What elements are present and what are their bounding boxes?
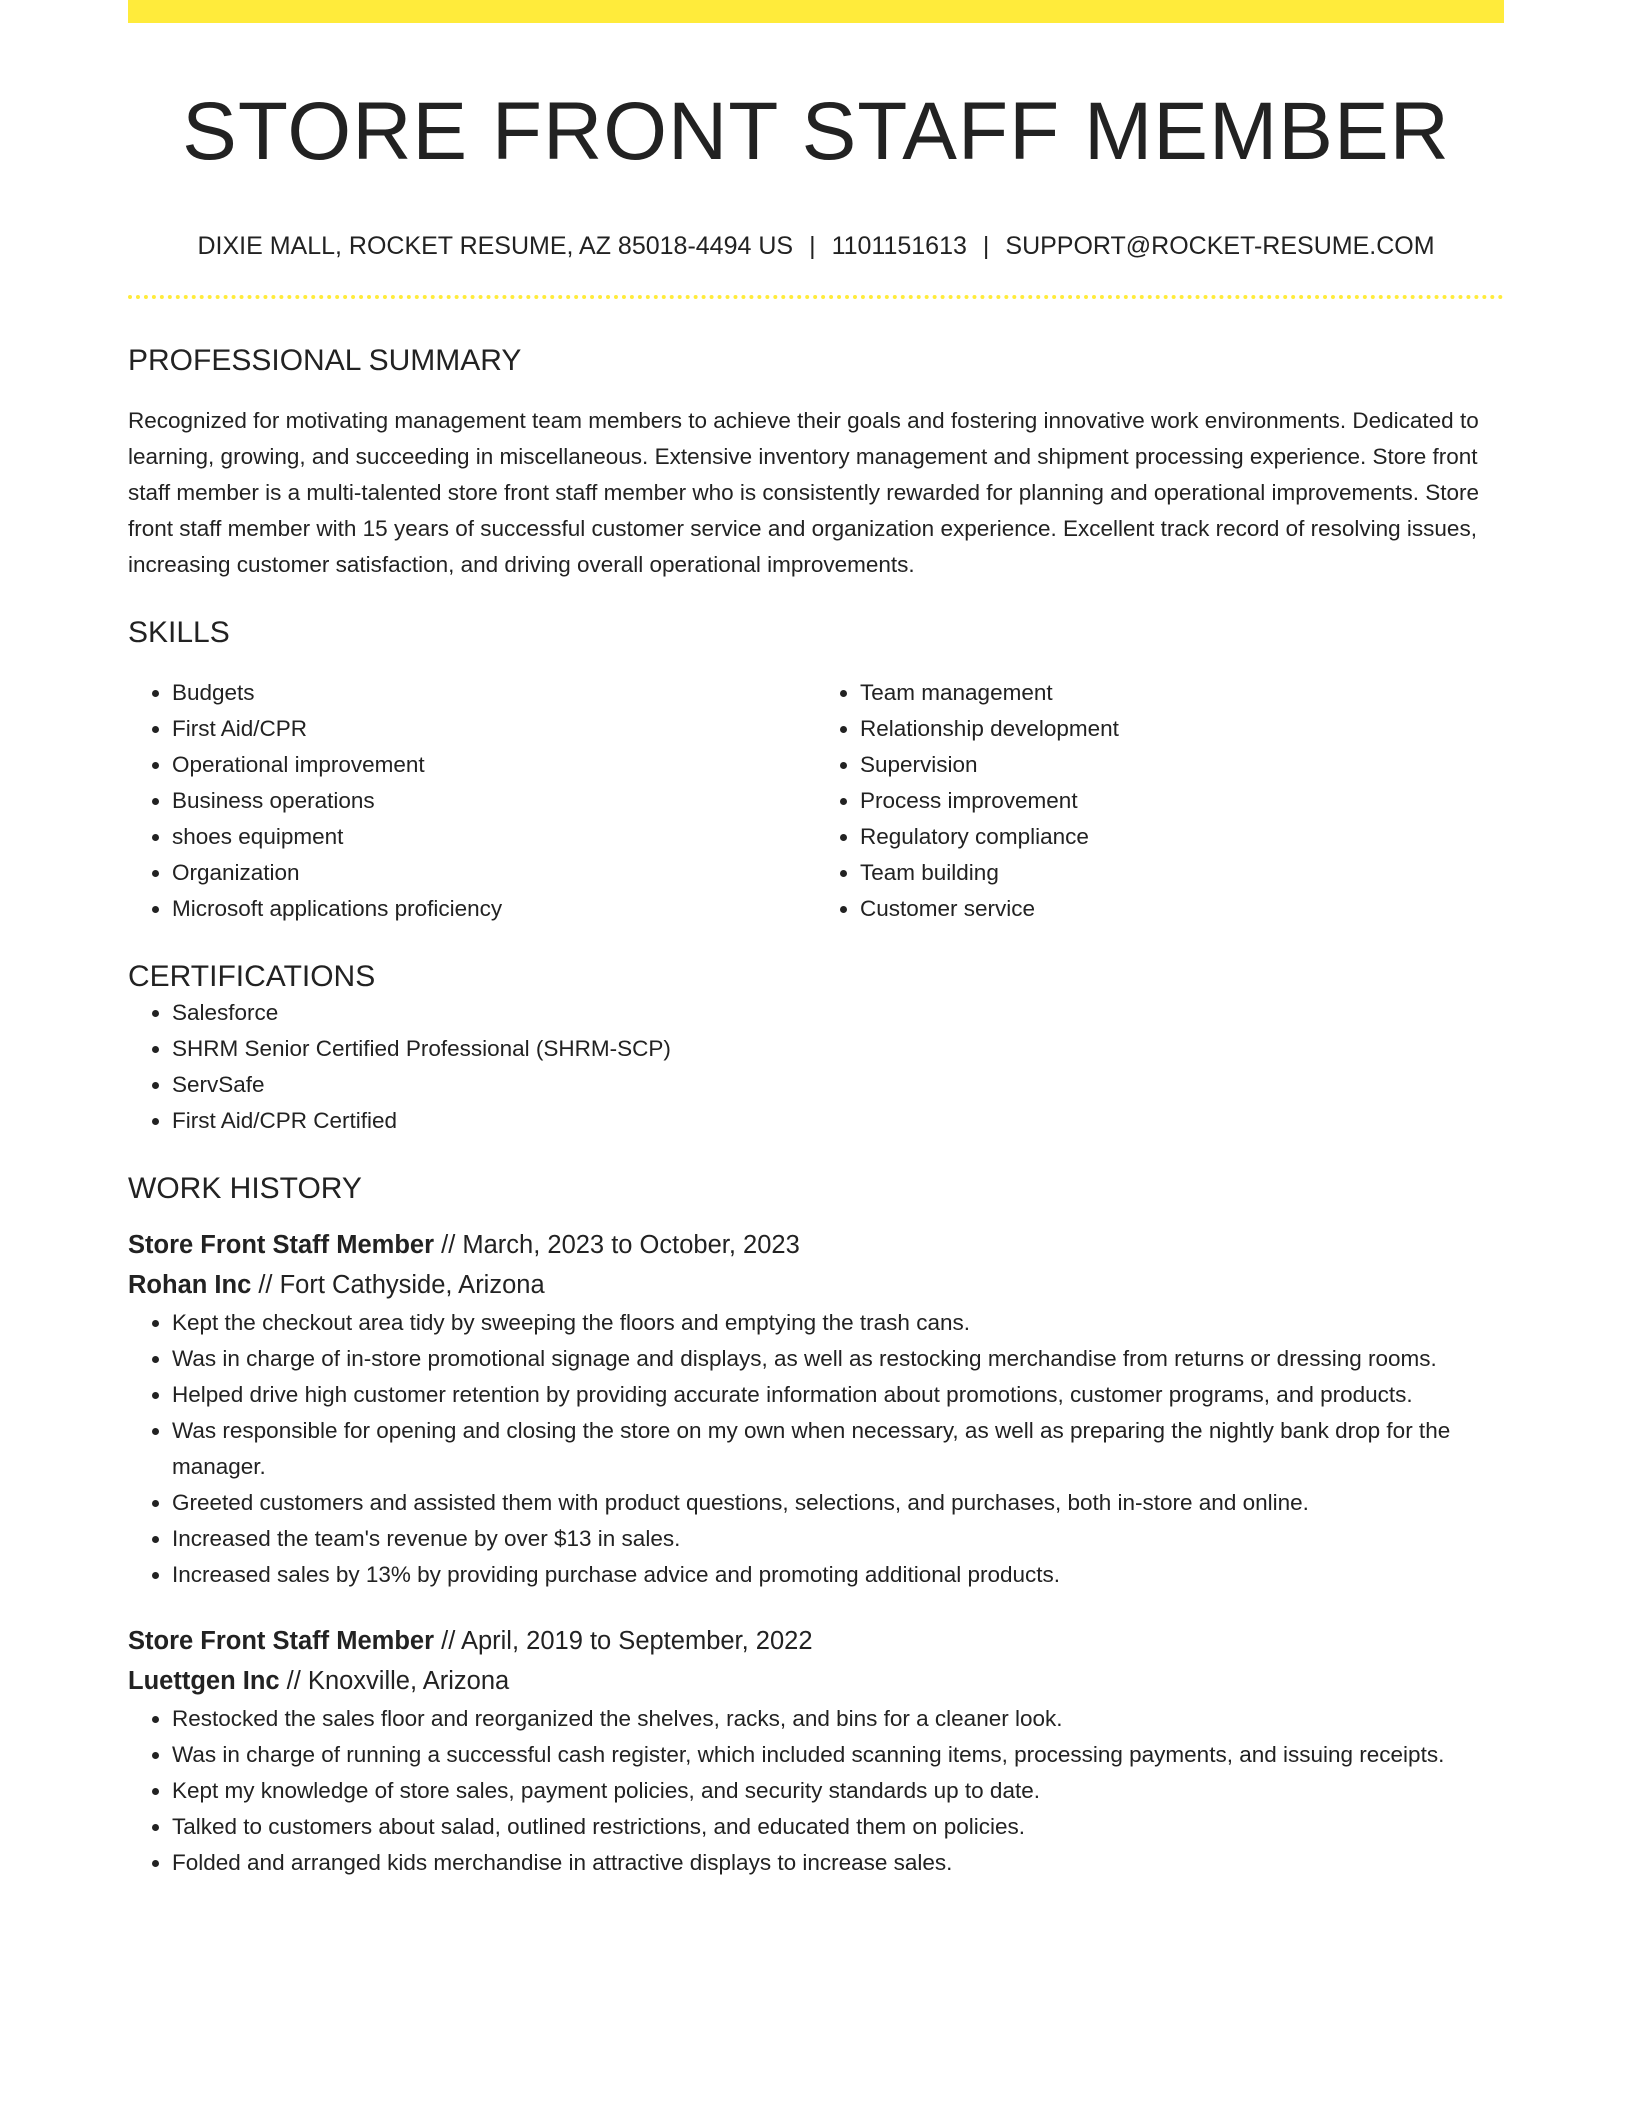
contact-address: DIXIE MALL, ROCKET RESUME, AZ 85018-4494 US bbox=[197, 232, 794, 261]
skills-list bbox=[128, 675, 1504, 927]
job-bullet: • Was in charge of in-store promotional signage and displays, as well as restocking merchandise from returns or dressing rooms. bbox=[172, 1341, 1504, 1377]
skill-item: • Operational improvement bbox=[172, 747, 816, 783]
skills-left-column bbox=[128, 675, 816, 927]
job-bullet: • Folded and arranged kids merchandise in attractive displays to increase sales. bbox=[172, 1845, 1504, 1881]
job-entry bbox=[128, 1621, 1504, 1881]
job-dates: // March, 2023 to October, 2023 bbox=[434, 1231, 800, 1260]
skill-item: • Business operations bbox=[172, 783, 816, 819]
certification-item: • Salesforce bbox=[172, 995, 1504, 1031]
job-role: Store Front Staff Member bbox=[128, 1231, 435, 1260]
contact-phone: 1101151613 bbox=[831, 232, 967, 261]
job-bullet-list bbox=[128, 1701, 1504, 1881]
job-bullet: • Helped drive high customer retention by providing accurate information about promotions, customer programs, and products. bbox=[172, 1377, 1504, 1413]
certification-item: • SHRM Senior Certified Professional (SHRM-SCP) bbox=[172, 1031, 1504, 1067]
skill-item: • Team management bbox=[860, 675, 1504, 711]
skill-item: • Process improvement bbox=[860, 783, 1504, 819]
job-bullet: • Kept the checkout area tidy by sweeping the floors and emptying the trash cans. bbox=[172, 1305, 1504, 1341]
contact-email[interactable]: SUPPORT@ROCKET-RESUME.COM bbox=[1005, 232, 1435, 261]
job-company-line bbox=[128, 1661, 1504, 1701]
job-title-line bbox=[128, 1225, 1504, 1265]
skill-item: • Organization bbox=[172, 855, 816, 891]
certifications-list bbox=[128, 995, 1504, 1139]
skill-item: • Customer service bbox=[860, 891, 1504, 927]
skill-item: • Regulatory compliance bbox=[860, 819, 1504, 855]
skill-item: • Relationship development bbox=[860, 711, 1504, 747]
job-company-line bbox=[128, 1265, 1504, 1305]
certification-item: • ServSafe bbox=[172, 1067, 1504, 1103]
contact-line bbox=[128, 231, 1504, 261]
job-entry bbox=[128, 1225, 1504, 1593]
job-bullet: • Was in charge of running a successful cash register, which included scanning items, processing payments, and issuing receipts. bbox=[172, 1737, 1504, 1773]
contact-separator: | bbox=[809, 232, 816, 261]
resume-page bbox=[128, 0, 1504, 1881]
resume-name: STORE FRONT STAFF MEMBER bbox=[182, 86, 1450, 177]
job-bullet: • Talked to customers about salad, outlined restrictions, and educated them on policies. bbox=[172, 1809, 1504, 1845]
skill-item: • Supervision bbox=[860, 747, 1504, 783]
job-role: Store Front Staff Member bbox=[128, 1627, 435, 1656]
accent-top-bar bbox=[128, 0, 1504, 23]
job-company: Luettgen Inc bbox=[128, 1667, 280, 1696]
job-bullet: • Restocked the sales floor and reorganized the shelves, racks, and bins for a cleaner look. bbox=[172, 1701, 1504, 1737]
dotted-divider bbox=[128, 295, 1504, 299]
job-company: Rohan Inc bbox=[128, 1271, 252, 1300]
job-title-line bbox=[128, 1621, 1504, 1661]
skill-item: • shoes equipment bbox=[172, 819, 816, 855]
skill-item: • First Aid/CPR bbox=[172, 711, 816, 747]
skill-item: • Budgets bbox=[172, 675, 816, 711]
skills-right-column bbox=[816, 675, 1504, 927]
summary-text: Recognized for motivating management team members to achieve their goals and fostering innovative work environments. Dedicated to learning, growing, and succeeding in miscellaneous. Extensive inventory management and shipment processing experience. Store front staff member is a multi-talented store front staff member who is consistently rewarded for planning and operational improvements. Store front staff member with 15 years of successful customer service and organization experience. Excellent track record of resolving issues, increasing customer satisfaction, and driving overall operational improvements. bbox=[128, 408, 1480, 578]
skill-item: • Microsoft applications proficiency bbox=[172, 891, 816, 927]
job-bullet: • Was responsible for opening and closing the store on my own when necessary, as well as preparing the nightly bank drop for the manager. bbox=[172, 1413, 1504, 1485]
job-bullet: • Increased sales by 13% by providing purchase advice and promoting additional products. bbox=[172, 1557, 1504, 1593]
job-dates: // April, 2019 to September, 2022 bbox=[434, 1627, 813, 1656]
job-bullet: • Kept my knowledge of store sales, payment policies, and security standards up to date. bbox=[172, 1773, 1504, 1809]
work-history-heading: WORK HISTORY bbox=[128, 1172, 362, 1206]
contact-separator: | bbox=[982, 232, 990, 261]
summary-heading: PROFESSIONAL SUMMARY bbox=[128, 344, 522, 378]
job-bullet: • Increased the team's revenue by over $13 in sales. bbox=[172, 1521, 1504, 1557]
certification-item: • First Aid/CPR Certified bbox=[172, 1103, 1504, 1139]
job-location: // Knoxville, Arizona bbox=[279, 1667, 510, 1696]
job-bullet-list bbox=[128, 1305, 1504, 1593]
job-location: // Fort Cathyside, Arizona bbox=[251, 1271, 545, 1300]
certifications-heading: CERTIFICATIONS bbox=[128, 960, 376, 994]
skill-item: • Team building bbox=[860, 855, 1504, 891]
skills-heading: SKILLS bbox=[128, 616, 230, 650]
job-bullet: • Greeted customers and assisted them with product questions, selections, and purchases, both in-store and online. bbox=[172, 1485, 1504, 1521]
